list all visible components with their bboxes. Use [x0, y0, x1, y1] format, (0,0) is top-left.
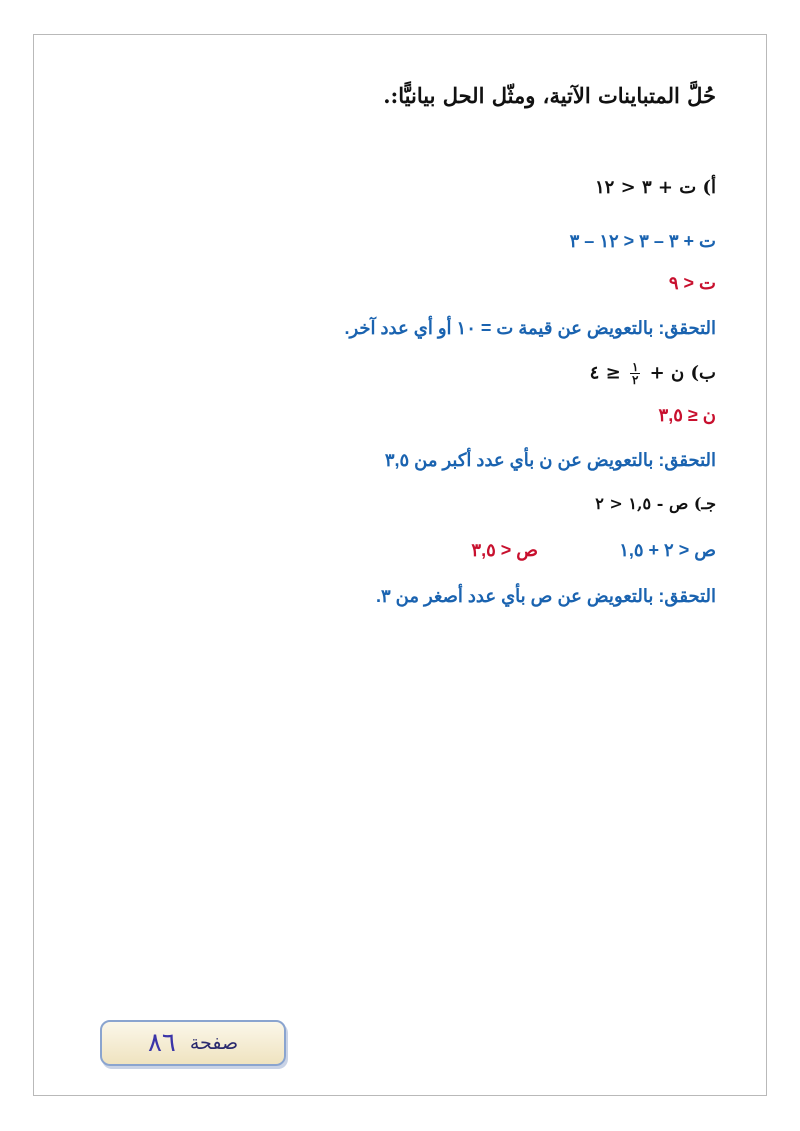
document-page — [33, 34, 767, 1096]
fraction-denominator: ٢ — [631, 373, 639, 387]
part-c-check: التحقق: بالتعويض عن ص بأي عدد أصغر من ٣. — [375, 586, 716, 606]
part-b-rhs: ≤ ٤ — [589, 362, 621, 384]
part-b-lhs: ن + — [649, 362, 685, 384]
part-a-step: ت + ٣ – ٣ < ١٢ – ٣ — [569, 231, 716, 251]
part-b-result: ن ≤ ٣,٥ — [658, 405, 716, 425]
part-a-check: التحقق: بالتعويض عن قيمة ت = ١٠ أو أي عدد آخر. — [344, 318, 716, 338]
page-number: ٨٦ — [147, 1028, 176, 1058]
part-b-label: ب) — [690, 362, 716, 384]
half-fraction — [630, 361, 640, 386]
part-c-question: جـ) ص - ١,٥ < ٢ — [595, 494, 716, 513]
part-c-result: ص < ٣,٥ — [471, 540, 539, 560]
part-a-question: أ) ت + ٣ < ١٢ — [595, 177, 716, 198]
part-a-result: ت < ٩ — [668, 273, 716, 293]
exercise-title: حُلَّ المتباينات الآتية، ومثّل الحل بيانيًّا:. — [383, 83, 716, 108]
part-c-steps — [471, 540, 716, 561]
page-number-badge — [100, 1020, 286, 1066]
part-b-question — [590, 361, 716, 386]
part-b-check: التحقق: بالتعويض عن ن بأي عدد أكبر من ٣,٥ — [384, 450, 716, 470]
part-c-step: ص < ٢ + ١,٥ — [619, 540, 716, 560]
page-label: صفحة — [189, 1032, 239, 1054]
fraction-numerator: ١ — [631, 360, 639, 374]
